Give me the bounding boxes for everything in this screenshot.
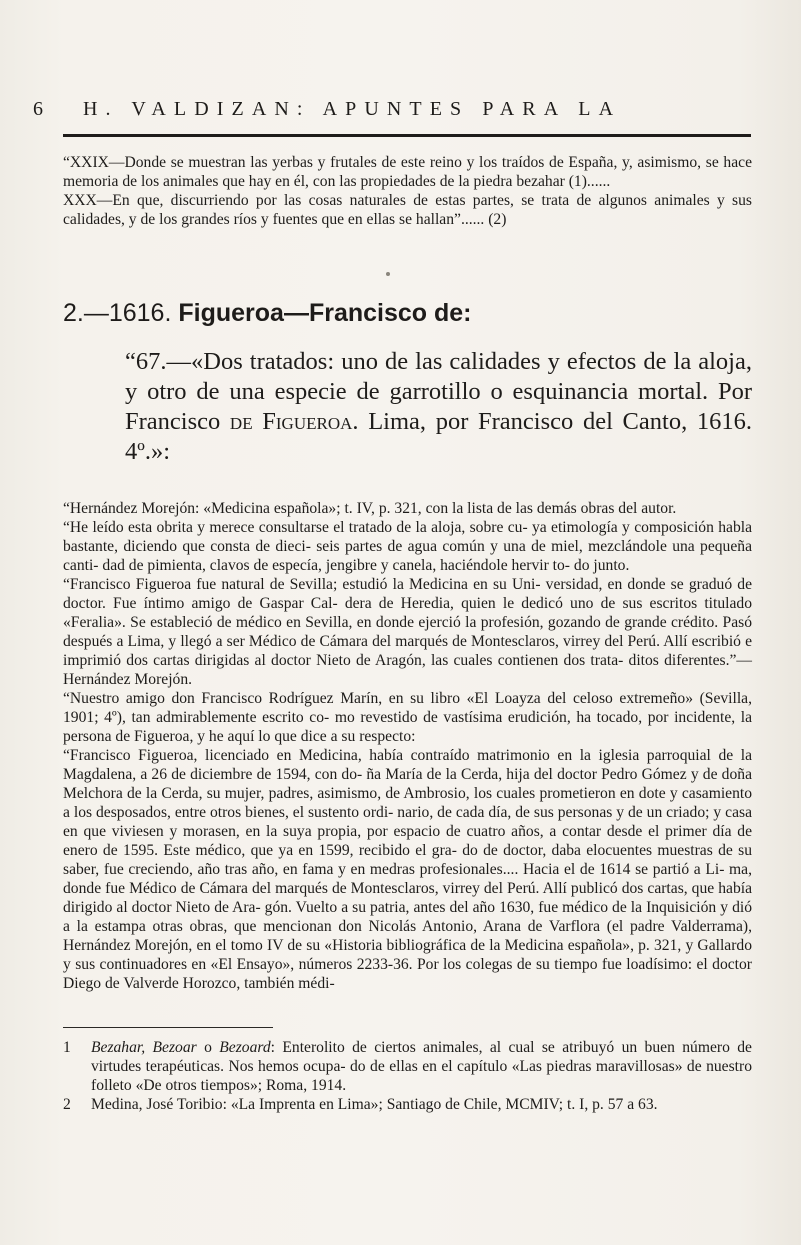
header-rule [63, 134, 751, 137]
body-text [63, 499, 752, 993]
footnote-number: 2 [63, 1096, 71, 1113]
work-title-part2: . Lima, por Francisco del Canto, 1616. 4º.»: [125, 408, 752, 465]
footnote-term: Bezahar, Bezoar [91, 1039, 197, 1056]
body-paragraph: “Hernández Morejón: «Medicina española»; t. IV, p. 321, con la lista de las demás obras del autor. [63, 500, 677, 517]
page-header [33, 98, 763, 126]
footnote [63, 1095, 752, 1114]
running-title: H. VALDIZAN: APUNTES PARA LA [83, 98, 622, 120]
footnote-text: : Enterolito de ciertos animales, al cual se atribuyó un buen número de virtudes terapéuticas. Nos hemos ocupa- do de ellas en el capítulo «Las piedras maravillosas» de nuestro folleto «De otros tiempos»; Roma, 1914. [91, 1039, 752, 1094]
footnote [63, 1038, 752, 1095]
body-paragraph: “Francisco Figueroa, licenciado en Medicina, había contraído matrimonio en la iglesia parroquial de la Magdalena, a 26 de diciembre de 1594, con do- ña María de la Cerda, hija del doctor Pedro Gómez y de doña Melchora de la Cerda, su mujer, padres, asimismo, de Ambrosio, los cuales prometieron en dote y casamiento a los desposados, entre otros bienes, el sustento ordi- nario, de cada día, de sus personas y de un criado; y casa en que viviesen y morasen, en la suya propia, por espacio de cuatro años, a contar desde el primer día de enero de 1595. Este médico, que ya en 1599, recibido el gra- do de doctor, daba elocuentes muestras de su saber, fue creciendo, año tras año, en fama y en medras profesionales.... Hacia el de 1614 se partió a Li- ma, donde fue Médico de Cámara del marqués de Montesclaros, virrey del Perú. Allí publicó dos cartas, que había dirigido al doctor Nieto de Ara- gón. Vuelto a su patria, antes del año 1630, fue médico de la Inquisición y dió a la estampa otras obras, que mencionan don Nicolás Antonio, Arana de Varflora (el padre Valderrama), Hernández Morejón, en el tomo IV de su «Historia bibliográfica de la Medicina española», p. 321, y Gallardo y sus continuadores en «El Ensayo», números 2233-36. Por los colegas de su tiempo fue loadísimo: el doctor Diego de Valverde Horozco, también médi- [63, 747, 752, 992]
quote-paragraph: XXX—En que, discurriendo por las cosas naturales de estas partes, se trata de algunos animales y sus calidades, y de los grandes ríos y fuentes que en ellas se hallan”...... (2) [63, 192, 752, 228]
body-paragraph: “He leído esta obrita y merece consultarse el tratado de la aloja, sobre cu- ya etimología y composición habla bastante, diciendo que consta de dieci- seis partes de agua común y una de miel, mezclándole una pequeña canti- dad de pimienta, clavos de especía, jengibre y canela, haciéndole hervir to- do junto. [63, 519, 752, 574]
section-name: Figueroa—Francisco de: [178, 299, 472, 327]
work-title-part1: “67.—«Dos tratados: uno de las calidades y efectos de la aloja, y otro de una especie de garrotillo o esquinancia mortal. Por Francisco [125, 348, 752, 435]
footnote-term: Bezoard [219, 1039, 271, 1056]
work-title-de: de [229, 408, 253, 435]
page-number: 6 [33, 98, 44, 120]
quote-paragraph: “XXIX—Donde se muestran las yerbas y frutales de este reino y los traídos de España, y, asimismo, se hace memoria de los animales que hay en él, con las propiedades de la piedra bezahar (1)...... [63, 154, 752, 190]
footnote-rule [63, 1027, 273, 1028]
work-title [125, 347, 752, 467]
body-paragraph: “Nuestro amigo don Francisco Rodríguez Marín, en su libro «El Loayza del celoso extremeño» (Sevilla, 1901; 4º), tan admirablemente escrito co- mo revestido de vastísima erudición, ha tocado, por incidente, la persona de Figueroa, y he aquí lo que dice a su respecto: [63, 690, 752, 745]
section-heading [63, 299, 752, 328]
footnote-text: Medina, José Toribio: «La Imprenta en Lima»; Santiago de Chile, MCMIV; t. I, p. 57 a 63. [91, 1096, 658, 1113]
work-title-surname: Figueroa [262, 408, 353, 435]
ink-speck [386, 272, 390, 276]
footnotes [63, 1038, 752, 1114]
footnote-connector: o [196, 1039, 220, 1056]
body-paragraph: “Francisco Figueroa fue natural de Sevilla; estudió la Medicina en su Uni- versidad, en donde se graduó de doctor. Fue íntimo amigo de Gaspar Cal- dera de Heredia, quien le dedicó uno de sus escritos titulado «Feralia». Se estableció de médico en Sevilla, en donde ejerció la profesión, gozando de grande crédito. Pasó después a Lima, y llegó a ser Médico de Cámara del marqués de Montesclaros, virrey del Perú. Allí escribió e imprimió dos cartas dirigidas al doctor Nieto de Aragón, las cuales contienen dos trata- ditos diferentes.”—Hernández Morejón. [63, 576, 752, 688]
quoted-chapter-list [63, 153, 752, 229]
section-number: 2.—1616. [63, 299, 172, 327]
footnote-number: 1 [63, 1039, 71, 1056]
